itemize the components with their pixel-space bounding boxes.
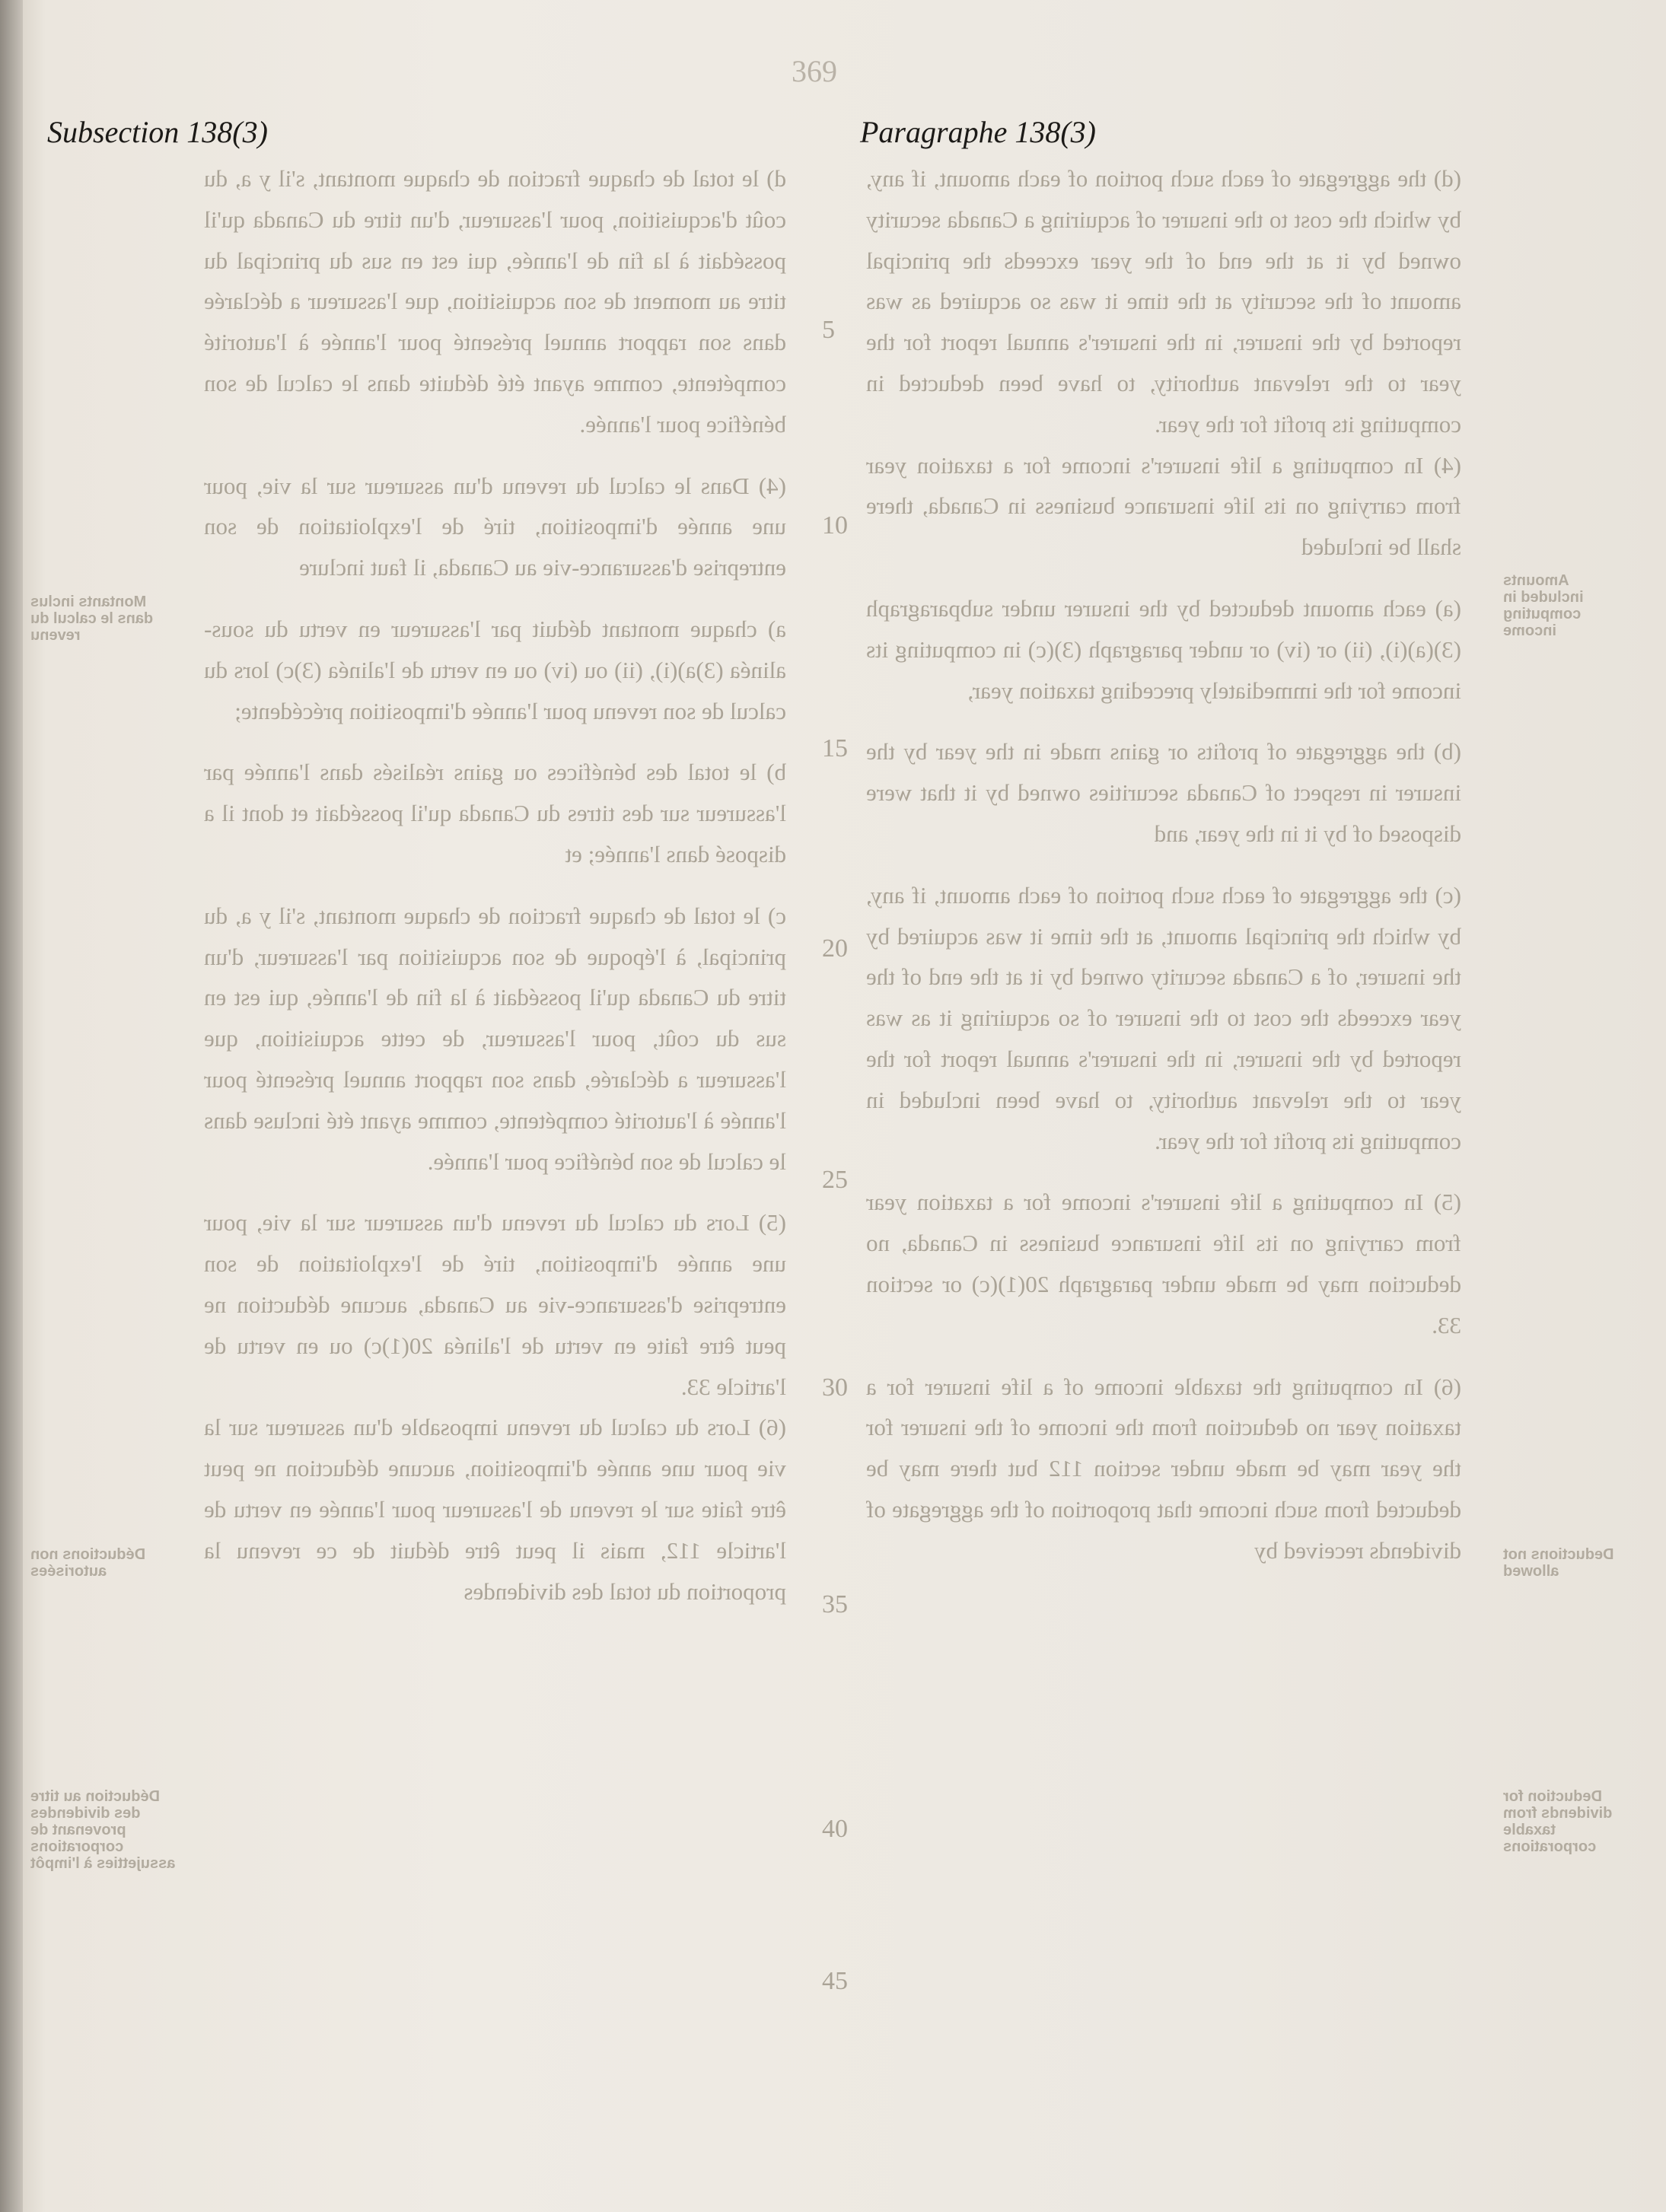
margin-note: Amounts included in computing income (1503, 572, 1584, 639)
line-number: 5 (822, 316, 835, 344)
paragraph: (a) each amount deducted by the insurer under subparagraph (3)(a)(i), (ii) or (iv) or under paragraph (3)(c) in computing its income for the immediately preceding taxation year, (866, 594, 1461, 704)
line-number: 10 (822, 511, 848, 539)
right-column-text (866, 158, 1461, 1571)
paragraph: (b) the aggregate of profits or gains made in the year by the insurer in respect of Canada securities owned by it that were disposed of by it in the year, and (866, 738, 1461, 847)
paragraph: (c) the aggregate of each such portion of each amount, if any, by which the principal amount, at the time it was acquired by the insurer, of a Canada security owned by it at the end of the year exceeds the cost to the insurer of so acquiring it as was reported by the insurer, in the insurer's annual report for the year to the relevant authority, to have been included in computing its profit for the year. (866, 881, 1461, 1154)
line-number: 30 (822, 1373, 848, 1402)
line-number: 35 (822, 1590, 848, 1618)
line-number: 20 (822, 934, 848, 963)
margin-note: Deduction for dividends from taxable corporations (1503, 1788, 1613, 1855)
margin-note: Montants inclus dans le calcul du revenu (30, 594, 154, 644)
paragraph: (5) Lors du calcul du revenu d'un assureur sur la vie, pour une année d'imposition, tiré de l'exploitation de son entreprise d'assurance-vie au Canada, aucune déduction ne peut être faite en vertu de l'alinéa 20(1)c) ou en vertu de l'article 33. (204, 1209, 786, 1400)
paragraph: (d) the aggregate of each such portion of each amount, if any, by which the cost to the insurer of acquiring a Canada security owned by it at the end of the year exceeds the principal amount of the security at the time it was so acquired as was reported by the insurer, in the insurer's annual report for the year to the relevant authority, to have been deducted in computing its profit for the year. (866, 165, 1461, 438)
line-number: 25 (822, 1166, 848, 1194)
page-number: 369 (792, 54, 837, 88)
margin-note: Déductions non autorisées (30, 1546, 146, 1580)
line-number: 45 (822, 1967, 848, 1995)
paragraph: (4) In computing a life insurer's income for a taxation year from carrying on its life insurance business in Canada, there shall be included (866, 451, 1461, 561)
paragraph: (4) Dans le calcul du revenu d'un assureur sur la vie, pour une année d'imposition, tiré de l'exploitation de son entreprise d'assurance-vie au Canada, il faut inclure (204, 472, 786, 581)
paragraph: a) chaque montant déduit par l'assureur en vertu du sous-alinéa (3)a)(i), (ii) ou (iv) ou en vertu de l'alinéa (3)c) lors du calcul de son revenu pour l'année d'imposition précédente; (204, 615, 786, 724)
margin-note: Deductions not allowed (1503, 1546, 1614, 1580)
paragraph: (5) In computing a life insurer's income for a taxation year from carrying on its life insurance business in Canada, no deduction may be made under paragraph 20(1)(c) or section 33. (866, 1189, 1461, 1338)
margin-note: Déduction au titre des dividendes provenant de corporations assujetties à l'impôt (30, 1788, 176, 1872)
mirrored-text-block (204, 158, 786, 1612)
line-number: 40 (822, 1815, 848, 1843)
paragraph: b) le total des bénéfices ou gains réalisés dans l'année par l'assureur sur des titres du Canada qu'il possédait et dont il a disposé dans l'année; et (204, 759, 786, 867)
left-column-text (204, 158, 786, 1612)
header-right: Paragraphe 138(3) (860, 115, 1096, 149)
book-spine-shadow (0, 0, 23, 2212)
paragraph: (6) Lors du calcul du revenu imposable d'un assureur sur la vie pour une année d'imposition, aucune déduction ne peut être faite sur le revenu de l'assureur pour l'année en vertu de l'article 112, mais il peut être déduit de ce revenu la proportion du total des dividendes (204, 1414, 786, 1605)
mirrored-text-block (866, 158, 1461, 1571)
paragraph: d) le total de chaque fraction de chaque montant, s'il y a, du coût d'acquisition, pour l'assureur, d'un titre du Canada qu'il possédait à la fin de l'année, qui est en sus du principal du titre au moment de son acquisition, que l'assureur a déclarée dans son rapport annuel présenté pour l'année à l'autorité compétente, comme ayant été déduite dans le calcul de son bénéfice pour l'année. (204, 165, 786, 438)
line-number: 15 (822, 734, 848, 762)
header-left: Subsection 138(3) (47, 115, 268, 149)
paragraph: c) le total de chaque fraction de chaque montant, s'il y a, du principal, à l'époque de son acquisition par l'assureur, d'un titre du Canada qu'il possédait à la fin de l'année, qui est en sus du coût, pour l'assureur, de cette acquisition, que l'assureur a déclarée, dans son rapport annuel présenté pour l'année à l'autorité compétente, comme ayant été incluse dans le calcul de son bénéfice pour l'année. (204, 902, 786, 1175)
paragraph: (6) In computing the taxable income of a life insurer for a taxation year no deduction from the income of the insurer for the year may be made under section 112 but there may be deducted from such income that proportion of the aggregate of dividends received by (866, 1373, 1461, 1564)
